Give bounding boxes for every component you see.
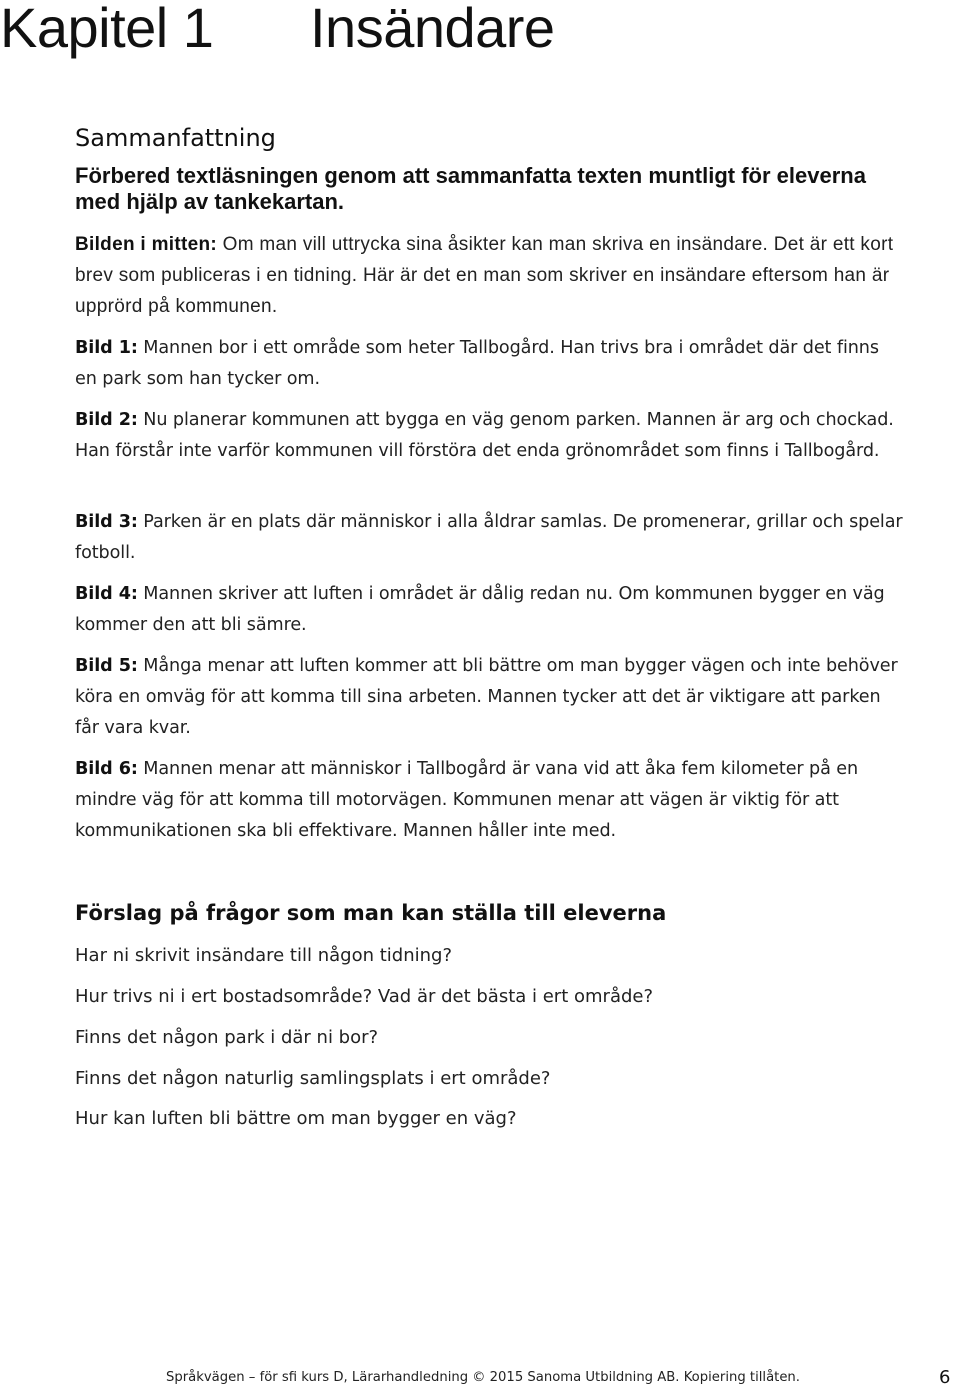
paragraph-label: Bild 5: <box>75 656 138 676</box>
paragraph-label: Bild 6: <box>75 759 138 779</box>
paragraph-label: Bild 4: <box>75 584 138 604</box>
paragraph-text: Mannen bor i ett område som heter Tallbogård. Han trivs bra i området där det finns en park som han tycker om. <box>75 338 879 389</box>
page-number: 6 <box>939 1367 951 1388</box>
paragraph-label: Bilden i mitten: <box>75 234 218 255</box>
paragraph-label: Bild 3: <box>75 512 138 532</box>
page-footer: Språkvägen – för sfi kurs D, Lärarhandledning © 2015 Sanoma Utbildning AB. Kopiering tillåten. <box>166 1370 800 1385</box>
paragraph-text: Parken är en plats där människor i alla åldrar samlas. De promenerar, grillar och spelar fotboll. <box>75 512 903 563</box>
questions-heading: Förslag på frågor som man kan ställa till eleverna <box>75 901 667 925</box>
summary-paragraph-bild-3 <box>75 507 905 569</box>
paragraph-text: Mannen menar att människor i Tallbogård är vana vid att åka fem kilometer på en mindre väg för att komma till motorvägen. Kommunen menar att vägen är viktig för att kommunikationen ska bli effektivare. Mannen håller inte med. <box>75 759 859 841</box>
summary-paragraph-middle <box>75 229 905 322</box>
question-item: Hur kan luften bli bättre om man bygger en väg? <box>75 1108 517 1129</box>
chapter-title: Insändare <box>310 0 555 59</box>
chapter-heading <box>0 0 555 60</box>
question-item: Finns det någon naturlig samlingsplats i ert område? <box>75 1068 551 1089</box>
paragraph-text: Många menar att luften kommer att bli bättre om man bygger vägen och inte behöver köra en omväg för att komma till sina arbeten. Mannen tycker att det är viktigare att parken får vara kvar. <box>75 656 898 738</box>
chapter-number: Kapitel 1 <box>0 0 214 59</box>
paragraph-label: Bild 2: <box>75 410 138 430</box>
paragraph-text: Om man vill uttrycka sina åsikter kan man skriva en insändare. Det är ett kort brev som publiceras i en tidning. Här är det en man som skriver en insändare eftersom han är upprörd på kommunen. <box>75 234 894 317</box>
summary-paragraph-bild-5 <box>75 651 905 744</box>
summary-paragraph-bild-4 <box>75 579 905 641</box>
summary-intro: Förbered textläsningen genom att sammanfatta texten muntligt för eleverna med hjälp av tankekartan. <box>75 163 866 214</box>
paragraph-label: Bild 1: <box>75 338 138 358</box>
summary-paragraph-bild-1 <box>75 333 905 395</box>
question-item: Finns det någon park i där ni bor? <box>75 1027 379 1048</box>
question-item: Har ni skrivit insändare till någon tidning? <box>75 945 453 966</box>
paragraph-text: Mannen skriver att luften i området är dålig redan nu. Om kommunen bygger en väg kommer den att bli sämre. <box>75 584 885 635</box>
paragraph-text: Nu planerar kommunen att bygga en väg genom parken. Mannen är arg och chockad. Han förstår inte varför kommunen vill förstöra det enda grönområdet som finns i Tallbogård. <box>75 410 894 461</box>
question-item: Hur trivs ni i ert bostadsområde? Vad är det bästa i ert område? <box>75 986 654 1007</box>
summary-paragraph-bild-2 <box>75 405 905 467</box>
summary-paragraph-bild-6 <box>75 754 905 847</box>
summary-heading: Sammanfattning <box>75 124 276 152</box>
